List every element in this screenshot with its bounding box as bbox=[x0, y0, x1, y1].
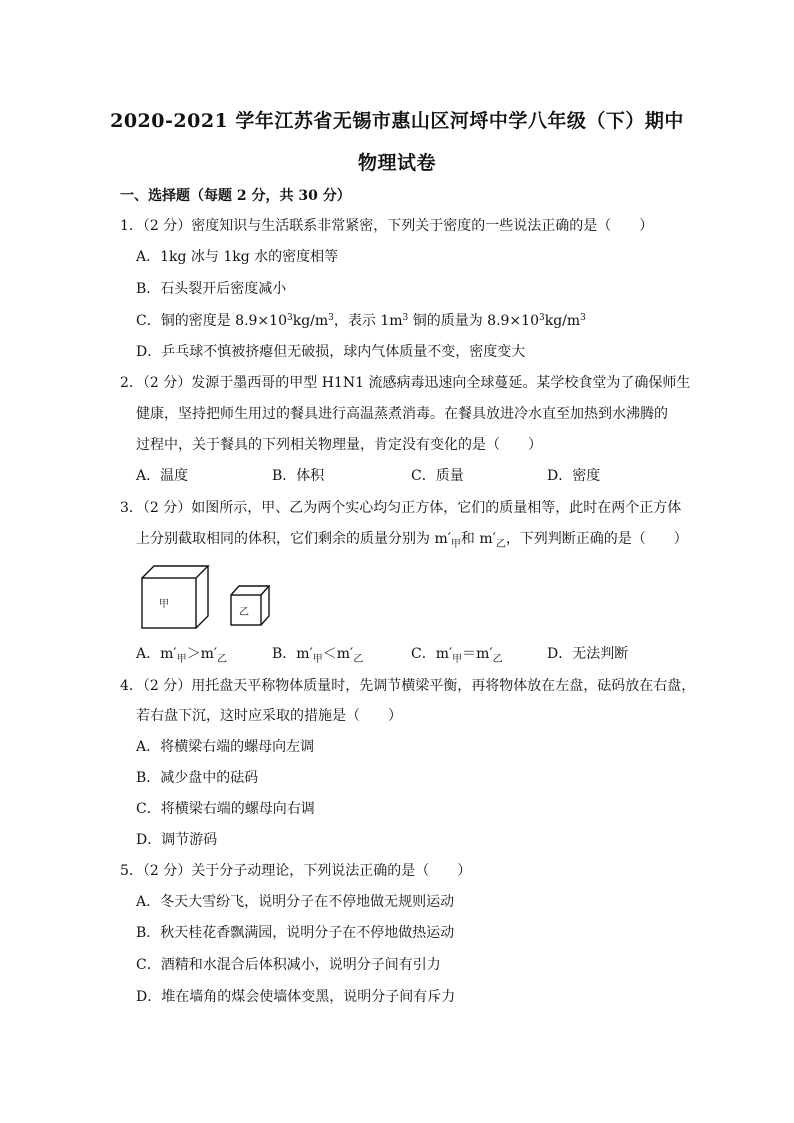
q5-stem: 5．（2 分）关于分子动理论，下列说法正确的是（ ） bbox=[120, 863, 472, 879]
q3-stem-line1: 3．（2 分）如图所示，甲、乙为两个实心均匀正方体，它们的质量相等，此时在两个正方体 bbox=[120, 500, 682, 516]
q3-option-d: D．无法判断 bbox=[547, 646, 629, 662]
cube-yi-label: 乙 bbox=[239, 607, 249, 618]
q2-option-b: B．体积 bbox=[272, 468, 325, 484]
q2-option-a: A．温度 bbox=[136, 468, 189, 484]
q2-stem-line1: 2．（2 分）发源于墨西哥的甲型 H1N1 流感病毒迅速向全球蔓延。某学校食堂为了确保师生 bbox=[120, 375, 691, 391]
q3-option-c: C．$m'_甲=m'_乙$ bbox=[411, 646, 503, 665]
q5-option-d: D．堆在墙角的煤会使墙体变黑，说明分子间有斥力 bbox=[136, 989, 456, 1005]
q2-stem-line2: 健康，坚持把师生用过的餐具进行高温蒸煮消毒。在餐具放进冷水直至加热到水沸腾的 bbox=[136, 406, 668, 422]
q1-option-a: A．1kg 冰与 1kg 水的密度相等 bbox=[136, 249, 339, 265]
q4-stem-line1: 4．（2 分）用托盘天平称物体质量时，先调节横梁平衡，再将物体放在左盘，砝码放在右盘， bbox=[120, 678, 696, 694]
cube-jia-label: 甲 bbox=[159, 599, 169, 610]
q5-option-a: A．冬天大雪纷飞，说明分子在不停地做无规则运动 bbox=[136, 894, 455, 910]
q1-option-d: D．乒乓球不慎被挤瘪但无破损，球内气体质量不变，密度变大 bbox=[136, 344, 526, 360]
q1-option-c: C．铜的密度是 $8.9\times 10^3kg/m^3$，表示 $1m^3$ 铜的质量为 $8.9\times 10^3kg/m^3$ bbox=[136, 313, 586, 329]
exam-title-line2: 物理试卷 bbox=[357, 152, 436, 174]
q5-option-b: B．秋天桂花香飘满园，说明分子在不停地做热运动 bbox=[136, 925, 455, 941]
q3-option-b: B．$m'_甲<m'_乙$ bbox=[272, 646, 364, 665]
q2-stem-line3: 过程中，关于餐具的下列相关物理量，肯定没有变化的是（ ） bbox=[136, 437, 542, 453]
cube-yi bbox=[231, 586, 269, 625]
q3-stem-line2: 上分别截取相同的体积，它们剩余的质量分别为 $m'_甲$和 $m'_乙$，下列判断正确的是（ ） bbox=[136, 531, 688, 550]
q2-option-c: C．质量 bbox=[411, 468, 464, 484]
q4-option-a: A．将横梁右端的螺母向左调 bbox=[136, 739, 315, 755]
q4-option-b: B．减少盘中的砝码 bbox=[136, 770, 259, 786]
q5-option-c: C．酒精和水混合后体积减小，说明分子间有引力 bbox=[136, 957, 441, 973]
q4-stem-line2: 若右盘下沉，这时应采取的措施是（ ） bbox=[136, 708, 402, 724]
cube-jia bbox=[142, 566, 208, 628]
q4-option-d: D．调节游码 bbox=[136, 832, 218, 848]
q3-option-a: A．$m'_甲>m'_乙$ bbox=[136, 646, 228, 665]
q2-option-d: D．密度 bbox=[547, 468, 601, 484]
q4-option-c: C．将横梁右端的螺母向右调 bbox=[136, 801, 315, 817]
exam-title-line1: 2020-2021 学年江苏省无锡市惠山区河埒中学八年级（下）期中 bbox=[110, 110, 684, 132]
cubes-figure bbox=[138, 562, 278, 632]
q1-option-b: B．石头裂开后密度减小 bbox=[136, 281, 287, 297]
q1-stem: 1．（2 分）密度知识与生活联系非常紧密，下列关于密度的一些说法正确的是（ ） bbox=[120, 218, 654, 234]
section-heading: 一、选择题（每题 2 分，共 30 分） bbox=[120, 188, 351, 204]
